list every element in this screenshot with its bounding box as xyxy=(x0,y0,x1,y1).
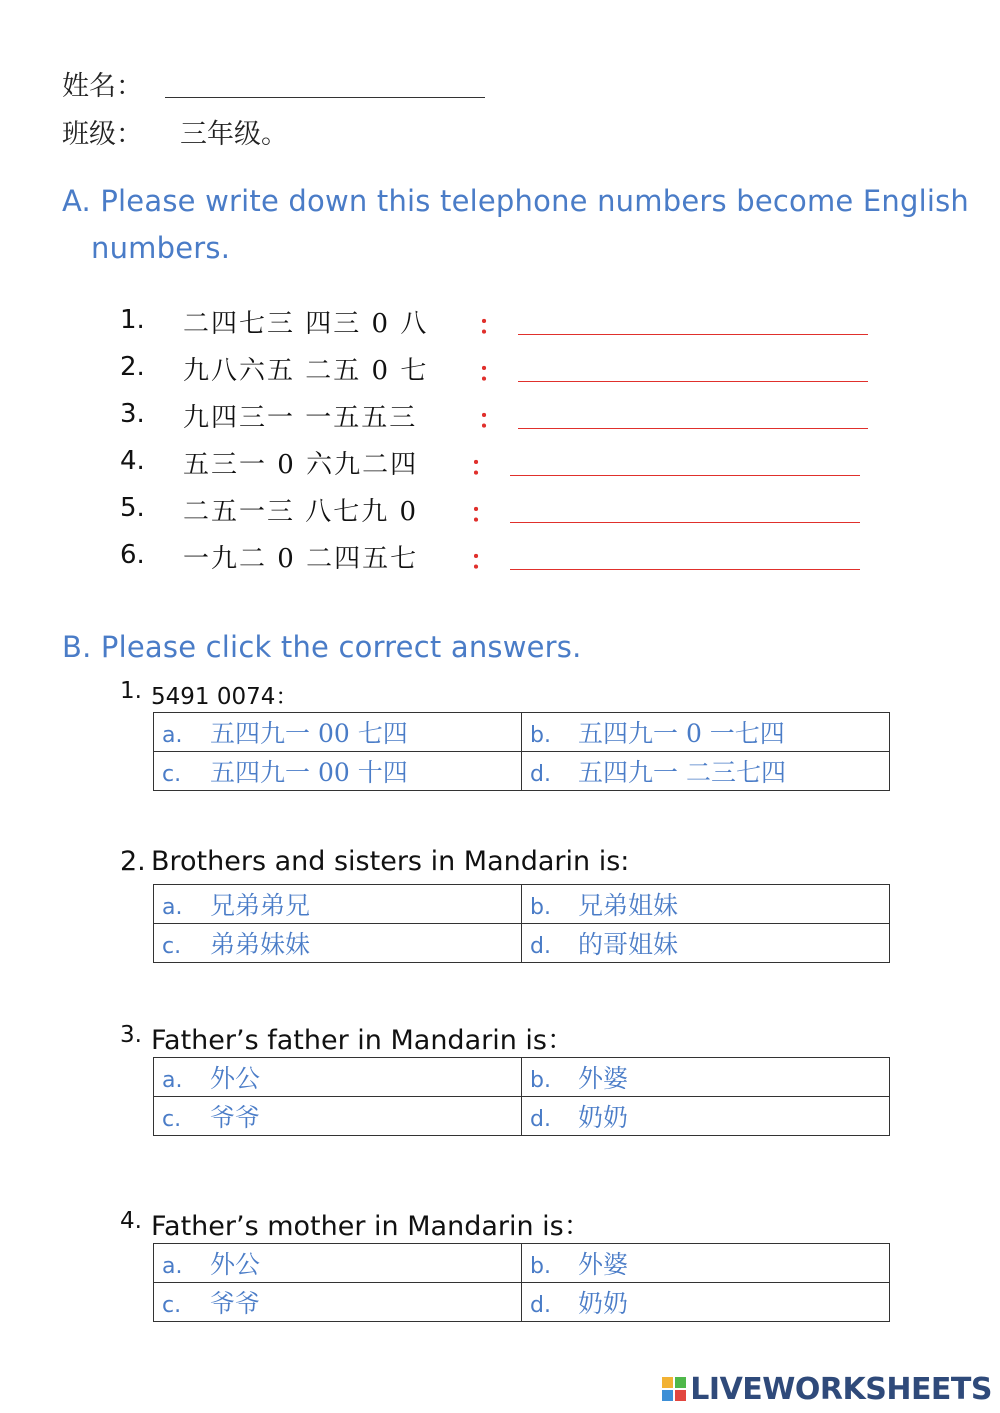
question-4-number: 4. xyxy=(120,1208,142,1234)
option-letter: a. xyxy=(162,895,183,920)
option-d[interactable] xyxy=(522,924,890,963)
option-text: 外婆 xyxy=(578,1250,629,1279)
option-text: 爷爷 xyxy=(210,1289,261,1318)
option-letter: d. xyxy=(530,1107,551,1132)
option-text: 外公 xyxy=(210,1064,261,1093)
option-letter: c. xyxy=(162,1107,182,1132)
option-a[interactable] xyxy=(154,1244,522,1283)
item-colon: ： xyxy=(478,358,505,388)
option-text: 爷爷 xyxy=(210,1103,261,1132)
answer-line[interactable] xyxy=(518,381,868,382)
item-colon: ： xyxy=(478,311,505,341)
option-letter: a. xyxy=(162,1068,183,1093)
logo-square xyxy=(675,1377,686,1388)
section-a-title-line1: A. Please write down this telephone numbers become English xyxy=(62,184,969,218)
option-text: 五四九一 00 七四 xyxy=(210,719,408,748)
item-number: 4. xyxy=(120,446,145,476)
option-letter: c. xyxy=(162,762,182,787)
item-colon: ： xyxy=(478,405,505,435)
answer-line[interactable] xyxy=(518,428,868,429)
option-letter: b. xyxy=(530,723,551,748)
option-letter: c. xyxy=(162,1293,182,1318)
option-a[interactable] xyxy=(154,713,522,752)
item-number: 5. xyxy=(120,493,145,523)
question-2-text: Brothers and sisters in Mandarin is: xyxy=(151,846,630,877)
option-a[interactable] xyxy=(154,885,522,924)
option-b[interactable] xyxy=(522,885,890,924)
question-3-options xyxy=(153,1057,890,1136)
item-chinese-number: 九四三一 一五五三 xyxy=(183,403,418,433)
item-number: 6. xyxy=(120,540,145,570)
option-text: 奶奶 xyxy=(578,1103,629,1132)
option-letter: b. xyxy=(530,1068,551,1093)
option-text: 的哥姐妹 xyxy=(578,930,679,959)
name-blank-line xyxy=(165,97,485,98)
question-1-text: 5491 0074： xyxy=(151,684,299,710)
section-b-title: B. Please click the correct answers. xyxy=(62,630,582,664)
question-3-text: Father’s father in Mandarin is： xyxy=(151,1025,574,1056)
option-c[interactable] xyxy=(154,924,522,963)
option-b[interactable] xyxy=(522,1244,890,1283)
option-letter: a. xyxy=(162,723,183,748)
liveworksheets-logo[interactable] xyxy=(662,1372,992,1407)
option-d[interactable] xyxy=(522,1097,890,1136)
option-c[interactable] xyxy=(154,1283,522,1322)
option-b[interactable] xyxy=(522,1058,890,1097)
option-text: 外公 xyxy=(210,1250,261,1279)
item-chinese-number: 五三一 0 六九二四 xyxy=(183,450,419,480)
question-4-options xyxy=(153,1243,890,1322)
question-2-options xyxy=(153,884,890,963)
answer-line[interactable] xyxy=(510,522,860,523)
option-text: 五四九一 00 十四 xyxy=(210,758,408,787)
answer-line[interactable] xyxy=(518,334,868,335)
question-3-number: 3. xyxy=(120,1022,142,1048)
option-text: 兄弟弟兄 xyxy=(210,891,311,920)
item-chinese-number: 九八六五 二五 0 七 xyxy=(183,356,429,386)
item-chinese-number: 一九二 0 二四五七 xyxy=(183,544,419,574)
item-number: 1. xyxy=(120,305,145,335)
class-value: 三年级。 xyxy=(180,119,288,150)
section-a-title-line2: numbers. xyxy=(91,231,231,265)
item-number: 2. xyxy=(120,352,145,382)
logo-square xyxy=(662,1377,673,1388)
item-chinese-number: 二五一三 八七九 0 xyxy=(183,497,419,527)
option-text: 兄弟姐妹 xyxy=(578,891,679,920)
option-a[interactable] xyxy=(154,1058,522,1097)
option-d[interactable] xyxy=(522,1283,890,1322)
answer-line[interactable] xyxy=(510,475,860,476)
option-letter: d. xyxy=(530,934,551,959)
option-letter: c. xyxy=(162,934,182,959)
option-text: 五四九一 二三七四 xyxy=(578,758,786,787)
option-c[interactable] xyxy=(154,1097,522,1136)
option-letter: d. xyxy=(530,762,551,787)
option-text: 弟弟妹妹 xyxy=(210,930,311,959)
question-4-text: Father’s mother in Mandarin is： xyxy=(151,1211,591,1242)
item-colon: ： xyxy=(470,499,497,529)
option-c[interactable] xyxy=(154,752,522,791)
name-label: 姓名： xyxy=(62,71,143,102)
logo-square xyxy=(662,1390,673,1401)
question-1-number: 1. xyxy=(120,678,142,704)
item-colon: ： xyxy=(470,546,497,576)
option-d[interactable] xyxy=(522,752,890,791)
option-text: 外婆 xyxy=(578,1064,629,1093)
option-letter: b. xyxy=(530,1254,551,1279)
class-label: 班级： xyxy=(62,119,143,150)
answer-line[interactable] xyxy=(510,569,860,570)
liveworksheets-logo-icon xyxy=(662,1377,686,1401)
option-text: 奶奶 xyxy=(578,1289,629,1318)
logo-square xyxy=(675,1390,686,1401)
option-text: 五四九一 0 一七四 xyxy=(578,719,785,748)
item-colon: ： xyxy=(470,452,497,482)
option-letter: d. xyxy=(530,1293,551,1318)
liveworksheets-logo-text: LIVEWORKSHEETS xyxy=(690,1372,992,1407)
question-1-options xyxy=(153,712,890,791)
option-b[interactable] xyxy=(522,713,890,752)
item-chinese-number: 二四七三 四三 0 八 xyxy=(183,309,429,339)
option-letter: b. xyxy=(530,895,551,920)
question-2-number: 2. xyxy=(120,846,146,877)
option-letter: a. xyxy=(162,1254,183,1279)
item-number: 3. xyxy=(120,399,145,429)
